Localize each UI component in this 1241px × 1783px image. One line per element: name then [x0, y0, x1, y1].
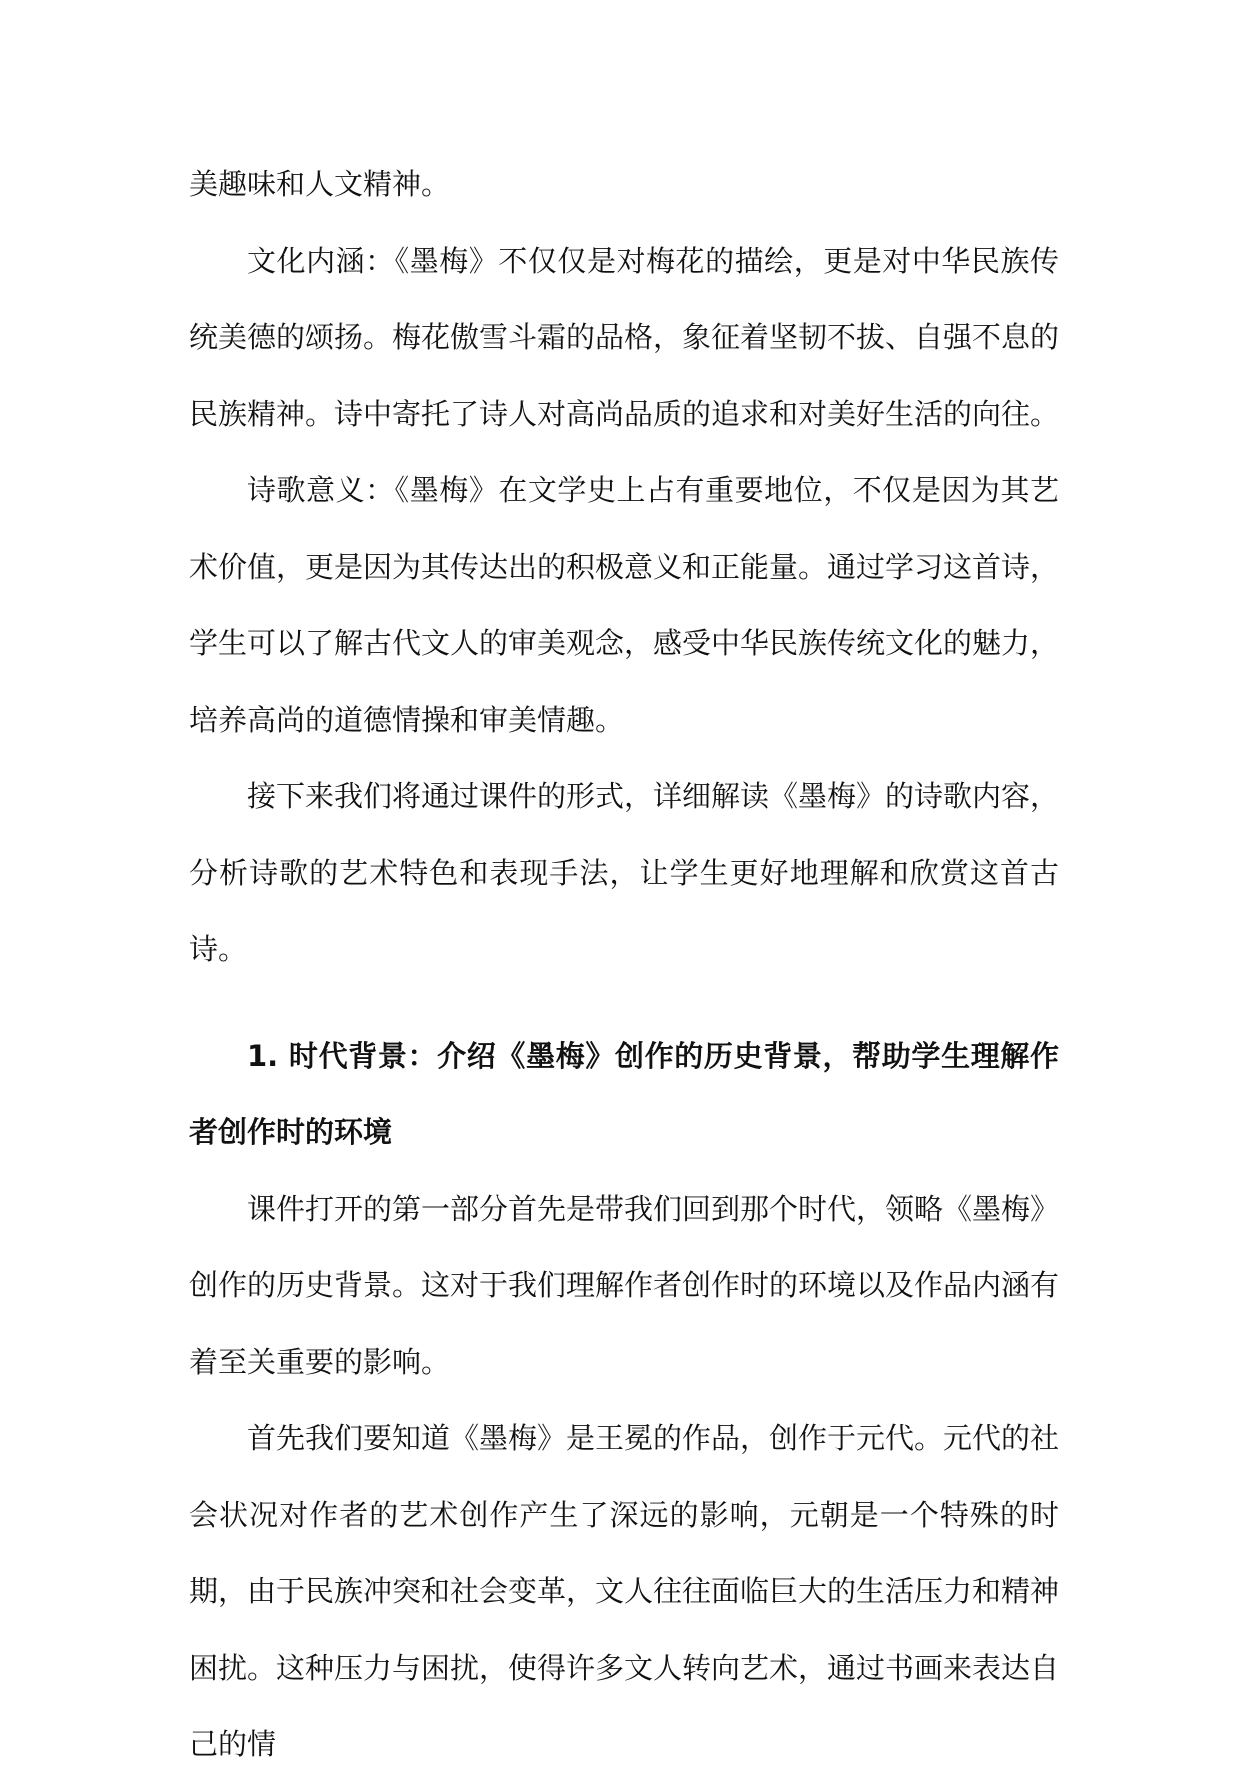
section-heading-historical-background: 1. 时代背景：介绍《墨梅》创作的历史背景，帮助学生理解作者创作时的环境: [189, 1038, 1059, 1149]
paragraph-courseware-part-one: 课件打开的第一部分首先是带我们回到那个时代，领略《墨梅》创作的历史背景。这对于我们理解作者创作时的环境以及作品内涵有着至关重要的影响。: [189, 1191, 1060, 1379]
paragraph-continuation: 美趣味和人文精神。: [189, 167, 451, 201]
paragraph-courseware-intro: 接下来我们将通过课件的形式，详细解读《墨梅》的诗歌内容，分析诗歌的艺术特色和表现手法，让学生更好地理解和欣赏这首古诗。: [189, 779, 1060, 966]
paragraph-yuan-dynasty-context: 首先我们要知道《墨梅》是王冕的作品，创作于元代。元代的社会状况对作者的艺术创作产生了深远的影响，元朝是一个特殊的时期，由于民族冲突和社会变革，文人往往面临巨大的生活压力和精神困扰。这种压力与困扰，使得许多文人转向艺术，通过书画来表达自己的情: [189, 1421, 1060, 1761]
document-body: [189, 146, 1059, 1783]
paragraph-cultural-connotation: 文化内涵：《墨梅》不仅仅是对梅花的描绘，更是对中华民族传统美德的颂扬。梅花傲雪斗霜的品格，象征着坚韧不拔、自强不息的民族精神。诗中寄托了诗人对高尚品质的追求和对美好生活的向往。: [189, 243, 1060, 431]
paragraph-poem-significance: 诗歌意义：《墨梅》在文学史上占有重要地位，不仅是因为其艺术价值，更是因为其传达出的积极意义和正能量。通过学习这首诗，学生可以了解古代文人的审美观念，感受中华民族传统文化的魅力，培养高尚的道德情操和审美情趣。: [189, 473, 1060, 737]
